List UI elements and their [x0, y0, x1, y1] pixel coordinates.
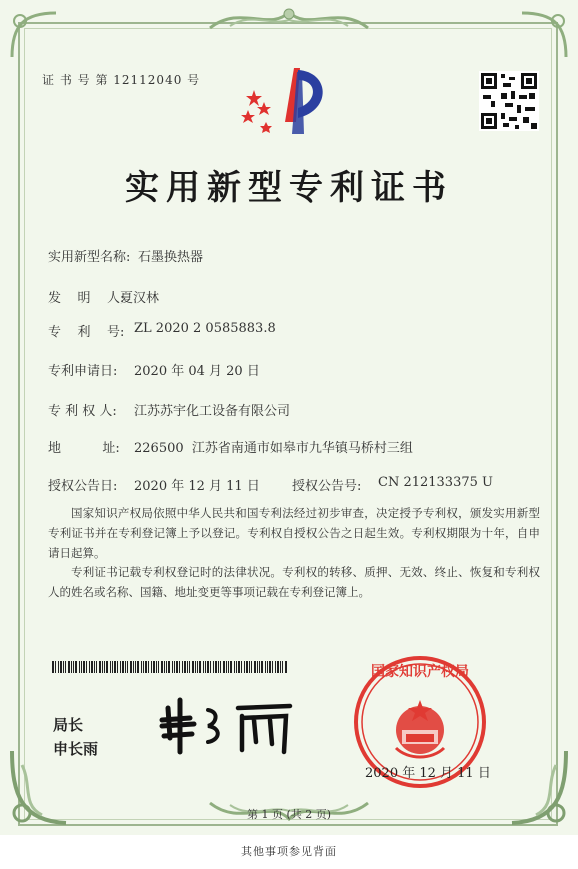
barcode-stripe [125, 661, 126, 673]
barcode-stripe [63, 661, 64, 673]
address-value: 226500 江苏省南通市如皋市九华镇马桥村三组 [134, 441, 413, 456]
barcode-stripe [166, 661, 167, 673]
barcode-stripe [71, 661, 72, 673]
barcode-stripe [282, 661, 283, 673]
patentee-label: 专 利 权 人: [48, 404, 117, 419]
barcode-stripe [203, 661, 204, 673]
barcode-stripe [241, 661, 242, 673]
barcode-stripe [197, 661, 198, 673]
barcode-stripe [277, 661, 279, 673]
barcode-stripe [261, 661, 263, 673]
barcode-stripe [238, 661, 240, 673]
barcode-stripe [244, 661, 245, 673]
cnipa-logo-icon [232, 62, 342, 142]
top-ornament [200, 2, 378, 36]
barcode-stripe [79, 661, 80, 673]
grant-date-label: 授权公告日: [48, 479, 118, 494]
barcode-stripe [68, 661, 70, 673]
barcode-stripe [220, 661, 221, 673]
grant-date-value: 2020 年 12 月 11 日 [134, 479, 260, 494]
barcode-stripe [89, 661, 90, 673]
barcode-stripe [102, 661, 103, 673]
barcode-stripe [246, 661, 248, 673]
qr-code-icon [479, 71, 539, 131]
barcode-stripe [81, 661, 82, 673]
barcode-stripe [161, 661, 163, 673]
barcode-stripe [249, 661, 250, 673]
barcode-stripe [213, 661, 214, 673]
barcode-stripe [133, 661, 134, 673]
address-label: 地 址: [48, 441, 120, 456]
barcode-stripe [184, 661, 186, 673]
issue-date: 2020 年 12 月 11 日 [365, 766, 491, 781]
inventor-label: 发 明 人: [48, 291, 125, 306]
barcode-stripe [269, 661, 271, 673]
barcode-stripe [172, 661, 173, 673]
inventor-value: 夏汉林 [120, 291, 160, 306]
barcode-stripe [179, 661, 180, 673]
barcode-stripe [110, 661, 111, 673]
barcode-stripe [192, 661, 194, 673]
director-signature [150, 690, 300, 760]
barcode-stripe [153, 661, 155, 673]
filing-date-label: 专利申请日: [48, 364, 118, 379]
director-name: 申长雨 [53, 740, 99, 758]
barcode-stripe [52, 661, 54, 673]
barcode-stripe [91, 661, 93, 673]
document-title: 实用新型专利证书 [125, 168, 453, 208]
barcode-stripe [168, 661, 170, 673]
barcode-stripe [143, 661, 144, 673]
barcode-stripe [94, 661, 95, 673]
barcode-stripe [223, 661, 225, 673]
barcode-stripe [127, 661, 128, 673]
barcode-stripe [86, 661, 87, 673]
barcode-stripe [151, 661, 152, 673]
barcode-stripe [60, 661, 62, 673]
page-number: 第 1 页 (共 2 页) [246, 808, 332, 821]
barcode-stripe [58, 661, 59, 673]
utility-model-name-label: 实用新型名称: [48, 250, 131, 265]
patentee-value: 江苏苏宇化工设备有限公司 [134, 404, 291, 419]
barcode-stripe [257, 661, 258, 673]
grant-number-value: CN 212133375 U [378, 475, 493, 490]
barcode-stripe [130, 661, 132, 673]
barcode-stripe [120, 661, 121, 673]
barcode-stripe [137, 661, 139, 673]
footer-note: 其他事项参见背面 [241, 845, 337, 858]
certificate-number: 证 书 号 第 12112040 号 [42, 73, 201, 87]
barcode-stripe [207, 661, 209, 673]
barcode-stripe [195, 661, 196, 673]
legal-status-paragraph: 专利证书记载专利权登记时的法律状况。专利权的转移、质押、无效、终止、恢复和专利权人的姓名或名称、国籍、地址变更等事项记载在专利登记簿上。 [48, 565, 540, 599]
barcode-stripe [226, 661, 227, 673]
barcode-stripe [75, 661, 77, 673]
utility-model-name-value: 石墨换热器 [138, 250, 204, 265]
barcode-stripe [259, 661, 260, 673]
barcode-stripe [65, 661, 66, 673]
barcode-stripe [182, 661, 183, 673]
barcode-stripe [230, 661, 232, 673]
barcode-stripe [164, 661, 165, 673]
barcode-stripe [234, 661, 235, 673]
barcode-stripe [148, 661, 149, 673]
filing-date-value: 2020 年 04 月 20 日 [134, 364, 260, 379]
barcode-stripe [218, 661, 219, 673]
corner-ornament-top-left [4, 5, 64, 65]
director-title: 局长 [53, 716, 84, 734]
barcode-stripe [104, 661, 105, 673]
grant-paragraph: 国家知识产权局依照中华人民共和国专利法经过初步审查，决定授予专利权，颁发实用新型专利证书并在专利登记簿上予以登记。专利权自授权公告之日起生效。专利权期限为十年，自申请日起算。 [48, 506, 540, 560]
barcode-stripe [158, 661, 159, 673]
barcode-stripe [199, 661, 201, 673]
barcode-stripe [215, 661, 217, 673]
patent-number-label: 专 利 号: [48, 325, 125, 340]
barcode-stripe [205, 661, 206, 673]
barcode-icon [52, 661, 288, 673]
barcode-stripe [267, 661, 268, 673]
barcode-stripe [135, 661, 136, 673]
barcode-stripe [96, 661, 97, 673]
barcode-stripe [254, 661, 256, 673]
barcode-stripe [141, 661, 142, 673]
barcode-stripe [187, 661, 188, 673]
barcode-stripe [73, 661, 74, 673]
barcode-stripe [285, 661, 287, 673]
barcode-stripe [114, 661, 116, 673]
barcode-stripe [251, 661, 252, 673]
seal-text: 国家知识产权局 [371, 664, 469, 680]
barcode-stripe [106, 661, 108, 673]
barcode-stripe [189, 661, 190, 673]
corner-ornament-top-right [514, 5, 574, 65]
barcode-stripe [117, 661, 118, 673]
barcode-stripe [228, 661, 229, 673]
barcode-stripe [236, 661, 237, 673]
barcode-stripe [265, 661, 266, 673]
barcode-stripe [280, 661, 281, 673]
barcode-stripe [112, 661, 113, 673]
barcode-stripe [275, 661, 276, 673]
barcode-stripe [210, 661, 211, 673]
patent-number-value: ZL 2020 2 0585883.8 [134, 321, 276, 336]
barcode-stripe [145, 661, 147, 673]
barcode-stripe [272, 661, 273, 673]
barcode-stripe [99, 661, 101, 673]
barcode-stripe [55, 661, 56, 673]
barcode-stripe [176, 661, 178, 673]
barcode-stripe [83, 661, 85, 673]
grant-number-label: 授权公告号: [292, 479, 362, 494]
barcode-stripe [156, 661, 157, 673]
barcode-stripe [122, 661, 124, 673]
barcode-stripe [174, 661, 175, 673]
